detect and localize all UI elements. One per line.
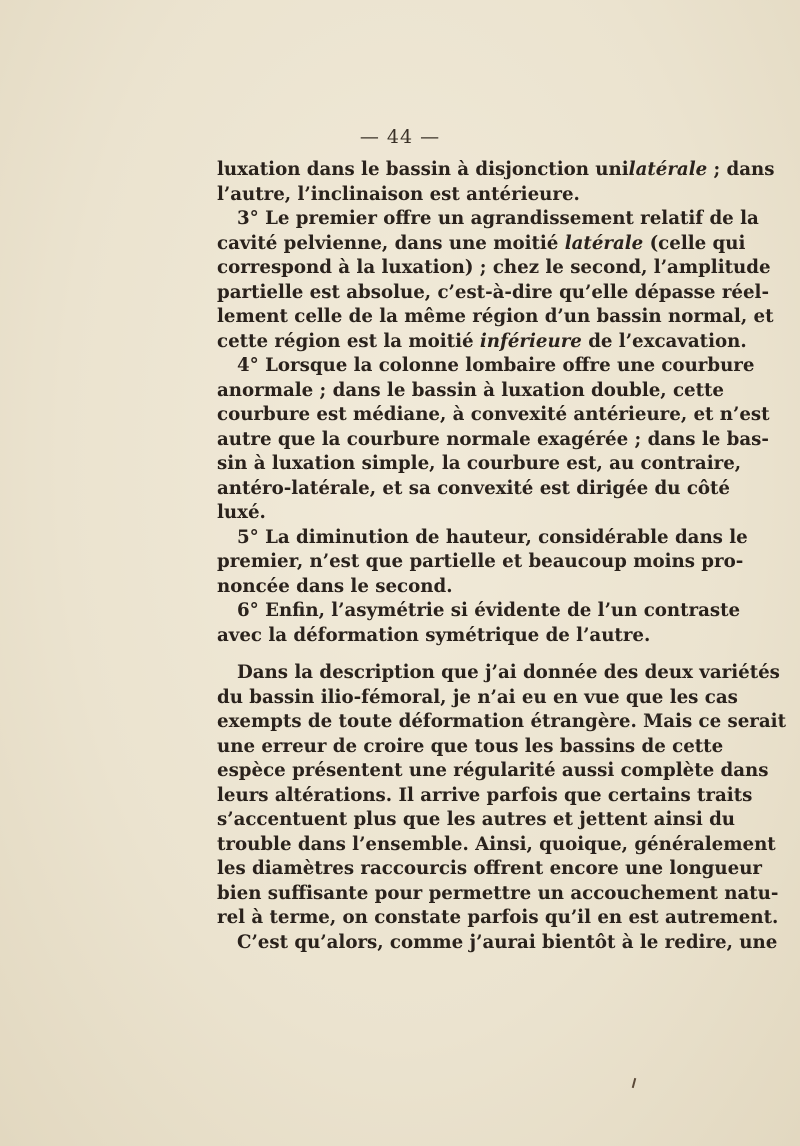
text-line: 3° Le premier offre un agrandissement relatif de la bbox=[237, 208, 759, 229]
text-line: avec la déformation symétrique de l’autre. bbox=[217, 624, 651, 646]
text-line: lement celle de la même région d’un bassin normal, et bbox=[217, 306, 774, 327]
text-line: anormale ; dans le bassin à luxation double, cette bbox=[217, 379, 724, 401]
text-line: bien suffisante pour permettre un accouchement natu- bbox=[217, 882, 779, 904]
text-line: courbure est médiane, à convexité antérieure, et n’est bbox=[217, 404, 770, 425]
text-line: premier, n’est que partielle et beaucoup moins pro- bbox=[217, 551, 744, 572]
text-line: partielle est absolue, c’est-à-dire qu’elle dépasse réel- bbox=[217, 281, 770, 303]
text-line: s’accentuent plus que les autres et jettent ainsi du bbox=[217, 809, 736, 830]
text-line: 5° La diminution de hauteur, considérable dans le bbox=[237, 526, 748, 548]
paragraph-gap bbox=[217, 648, 666, 661]
text-line: espèce présentent une régularité aussi complète dans bbox=[217, 760, 769, 781]
text-line: une erreur de croire que tous les bassins de cette bbox=[217, 735, 724, 757]
ink-mark bbox=[632, 1078, 637, 1088]
text-line: luxation dans le bassin à disjonction unilatérale ; dans bbox=[217, 159, 775, 180]
text-line: Dans la description que j’ai donnée des deux variétés bbox=[237, 662, 780, 683]
text-line: l’autre, l’inclinaison est antérieure. bbox=[217, 183, 580, 205]
text-line: 4° Lorsque la colonne lombaire offre une courbure bbox=[237, 355, 755, 376]
text-line: trouble dans l’ensemble. Ainsi, quoique, généralement bbox=[217, 833, 776, 855]
text-line: exempts de toute déformation étrangère. Mais ce serait bbox=[217, 711, 786, 732]
text-line: du bassin ilio-fémoral, je n’ai eu en vue que les cas bbox=[217, 686, 738, 708]
text-line: noncée dans le second. bbox=[217, 575, 453, 597]
text-line: rel à terme, on constate parfois qu’il en est autrement. bbox=[217, 907, 779, 928]
text-line: leurs altérations. Il arrive parfois que certains traits bbox=[217, 784, 753, 806]
text-line: correspond à la luxation) ; chez le second, l’amplitude bbox=[217, 257, 771, 278]
text-line: cette région est la moitié inférieure de l’excavation. bbox=[217, 330, 747, 352]
text-line: C’est qu’alors, comme j’aurai bientôt à le redire, une bbox=[237, 931, 778, 953]
text-line: luxé. bbox=[217, 502, 266, 523]
text-line: 6° Enfin, l’asymétrie si évidente de l’un contraste bbox=[237, 600, 741, 621]
body-text bbox=[217, 158, 786, 955]
text-line: autre que la courbure normale exagérée ; dans le bas- bbox=[217, 428, 769, 450]
text-line: antéro-latérale, et sa convexité est dirigée du côté bbox=[217, 477, 731, 499]
text-line: cavité pelvienne, dans une moitié latérale (celle qui bbox=[217, 232, 746, 254]
page-number: — 44 — bbox=[359, 126, 441, 148]
text-line: les diamètres raccourcis offrent encore une longueur bbox=[217, 858, 762, 879]
text-line: sin à luxation simple, la courbure est, au contraire, bbox=[217, 453, 742, 474]
